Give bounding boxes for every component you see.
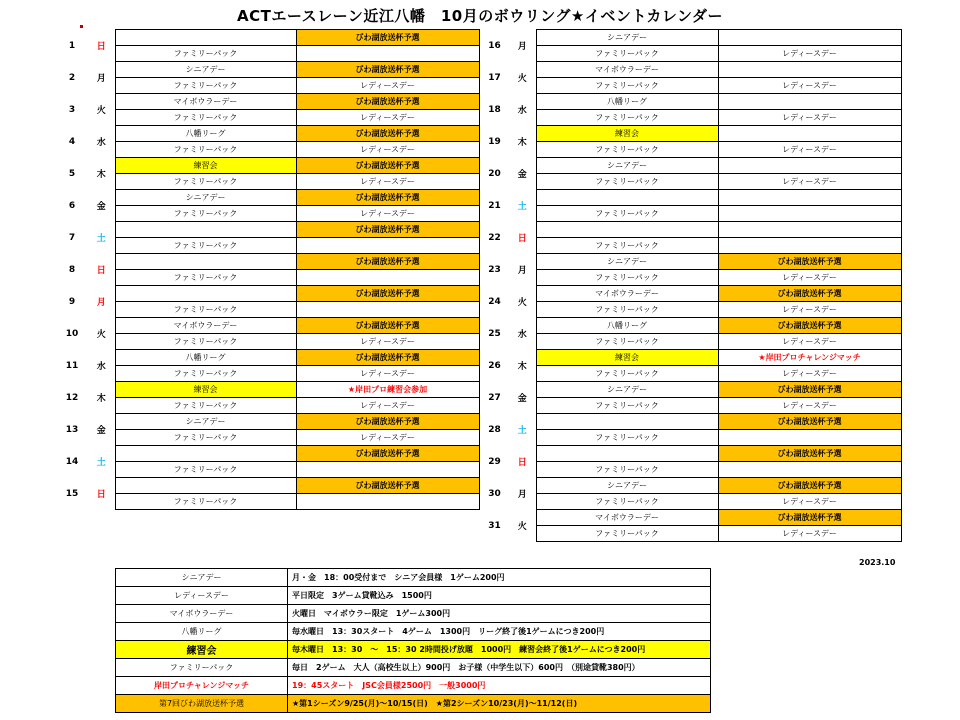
legend-name: 八幡リーグ xyxy=(116,623,288,641)
event-cell-right: びわ湖放送杯予選 xyxy=(718,318,901,334)
event-cell-left: ファミリーパック xyxy=(115,430,296,446)
day-number: 22 xyxy=(488,232,501,243)
calendar-row xyxy=(56,366,479,382)
event-cell-right: レディースデー xyxy=(718,302,901,318)
event-cell-right: レディースデー xyxy=(296,334,479,350)
day-of-week: 金 xyxy=(96,426,106,436)
event-cell-right xyxy=(718,238,901,254)
calendar-row xyxy=(56,334,479,350)
event-cell-right: びわ湖放送杯予選 xyxy=(718,510,901,526)
day-of-week: 月 xyxy=(517,490,527,500)
event-cell-right xyxy=(296,462,479,478)
event-cell-left: ファミリーパック xyxy=(536,398,718,414)
day-number: 23 xyxy=(488,264,501,275)
day-number: 20 xyxy=(488,168,501,179)
event-cell-right: びわ湖放送杯予選 xyxy=(296,30,479,46)
event-cell-right: びわ湖放送杯予選 xyxy=(296,318,479,334)
event-cell-left: シニアデー xyxy=(115,190,296,206)
day-number: 31 xyxy=(488,520,501,531)
event-cell-right: びわ湖放送杯予選 xyxy=(296,222,479,238)
event-cell-right: レディースデー xyxy=(718,142,901,158)
legend-name: 練習会 xyxy=(116,641,288,659)
event-cell-left: ファミリーパック xyxy=(536,110,718,126)
event-cell-left: 練習会 xyxy=(536,350,718,366)
day-of-week: 火 xyxy=(517,74,527,84)
event-cell-left xyxy=(536,414,718,430)
event-cell-left: ファミリーパック xyxy=(536,366,718,382)
calendar-row xyxy=(480,94,901,110)
event-cell-right xyxy=(296,46,479,62)
calendar-left xyxy=(56,29,480,510)
calendar-row xyxy=(480,494,901,510)
day-number: 6 xyxy=(68,200,76,211)
event-cell-right xyxy=(296,238,479,254)
calendar-row xyxy=(480,414,901,430)
legend-description: 毎水曜日 13：30スタート 4ゲーム 1300円 リーグ終了後1ゲームにつき200円 xyxy=(288,623,711,641)
event-cell-right: ★岸田プロチャレンジマッチ xyxy=(718,350,901,366)
day-of-week: 土 xyxy=(517,202,527,212)
day-number: 13 xyxy=(65,424,79,435)
calendar-row xyxy=(56,494,479,510)
day-number: 14 xyxy=(65,456,79,467)
calendar-row xyxy=(480,190,901,206)
event-cell-left: ファミリーパック xyxy=(536,430,718,446)
calendar-row xyxy=(480,350,901,366)
event-cell-left: ファミリーパック xyxy=(536,526,718,542)
event-cell-right xyxy=(718,430,901,446)
event-cell-right xyxy=(718,30,901,46)
event-cell-left: ファミリーパック xyxy=(536,206,718,222)
event-cell-left: シニアデー xyxy=(536,382,718,398)
event-cell-right: びわ湖放送杯予選 xyxy=(718,382,901,398)
calendar-row xyxy=(56,62,479,78)
day-of-week: 日 xyxy=(517,458,527,468)
event-cell-left xyxy=(115,30,296,46)
calendar-row xyxy=(480,398,901,414)
calendar-row xyxy=(480,302,901,318)
calendar-row xyxy=(56,126,479,142)
event-cell-right: びわ湖放送杯予選 xyxy=(718,254,901,270)
calendar-row xyxy=(56,94,479,110)
date-stamp: 2023.10 xyxy=(859,558,896,567)
event-cell-left: ファミリーパック xyxy=(115,78,296,94)
day-number: 1 xyxy=(68,40,76,51)
day-of-week: 金 xyxy=(517,170,527,180)
event-cell-left: 八幡リーグ xyxy=(115,350,296,366)
event-cell-left: ファミリーパック xyxy=(115,462,296,478)
legend-description: 平日限定 3ゲーム貸靴込み 1500円 xyxy=(288,587,711,605)
day-of-week: 月 xyxy=(517,266,527,276)
event-cell-left xyxy=(115,446,296,462)
event-cell-left: シニアデー xyxy=(536,158,718,174)
legend-name: ファミリーパック xyxy=(116,659,288,677)
event-cell-right: レディースデー xyxy=(718,78,901,94)
calendar-row xyxy=(480,174,901,190)
calendar-row xyxy=(56,190,479,206)
event-cell-right: びわ湖放送杯予選 xyxy=(296,62,479,78)
calendar-row xyxy=(480,270,901,286)
calendar-row xyxy=(56,398,479,414)
day-of-week: 火 xyxy=(96,330,106,340)
calendar-row xyxy=(480,510,901,526)
calendar-row xyxy=(56,254,479,270)
legend-description: 火曜日 マイボウラー限定 1ゲーム300円 xyxy=(288,605,711,623)
day-of-week: 月 xyxy=(517,42,527,52)
legend-row xyxy=(116,569,711,587)
calendar-row xyxy=(56,318,479,334)
event-cell-right: レディースデー xyxy=(296,110,479,126)
day-of-week: 木 xyxy=(517,362,527,372)
event-cell-right: びわ湖放送杯予選 xyxy=(296,286,479,302)
day-number: 9 xyxy=(68,296,76,307)
event-cell-left: ファミリーパック xyxy=(536,174,718,190)
event-cell-right: びわ湖放送杯予選 xyxy=(296,190,479,206)
calendar-row xyxy=(56,382,479,398)
day-of-week: 火 xyxy=(517,522,527,532)
event-cell-left: シニアデー xyxy=(536,30,718,46)
legend-name: 岸田プロチャレンジマッチ xyxy=(116,677,288,695)
event-cell-left: マイボウラーデー xyxy=(115,318,296,334)
calendar-row xyxy=(56,270,479,286)
calendar-row xyxy=(480,366,901,382)
calendar-row xyxy=(480,62,901,78)
event-cell-left: ファミリーパック xyxy=(536,270,718,286)
legend-description: 19：45スタート JSC会員様2500円 一般3000円 xyxy=(288,677,711,695)
calendar-row xyxy=(56,350,479,366)
calendar-row xyxy=(56,158,479,174)
calendar-row xyxy=(480,222,901,238)
event-cell-left: ファミリーパック xyxy=(115,110,296,126)
legend-row xyxy=(116,605,711,623)
calendar-row xyxy=(56,478,479,494)
event-cell-right: びわ湖放送杯予選 xyxy=(718,446,901,462)
event-cell-right xyxy=(718,126,901,142)
event-cell-right xyxy=(718,190,901,206)
event-cell-right: レディースデー xyxy=(718,366,901,382)
day-number: 11 xyxy=(65,360,79,371)
event-cell-left: シニアデー xyxy=(115,414,296,430)
event-cell-right: レディースデー xyxy=(296,174,479,190)
calendar-row xyxy=(480,142,901,158)
calendar-right xyxy=(480,29,902,542)
event-cell-right: レディースデー xyxy=(718,270,901,286)
event-cell-left: マイボウラーデー xyxy=(536,286,718,302)
event-cell-left xyxy=(536,190,718,206)
event-cell-right: びわ湖放送杯予選 xyxy=(296,350,479,366)
day-of-week: 水 xyxy=(517,106,527,116)
calendar-row xyxy=(480,30,901,46)
day-number: 7 xyxy=(68,232,76,243)
event-cell-left: 八幡リーグ xyxy=(115,126,296,142)
calendar-row xyxy=(480,110,901,126)
event-cell-right: びわ湖放送杯予選 xyxy=(296,446,479,462)
day-number: 10 xyxy=(65,328,79,339)
event-cell-left: シニアデー xyxy=(536,254,718,270)
calendar-row xyxy=(480,430,901,446)
event-cell-left: ファミリーパック xyxy=(536,238,718,254)
calendar-row xyxy=(56,46,479,62)
calendar-row xyxy=(480,286,901,302)
event-cell-right xyxy=(296,494,479,510)
calendar-row xyxy=(56,446,479,462)
event-cell-left: ファミリーパック xyxy=(115,270,296,286)
event-cell-right: びわ湖放送杯予選 xyxy=(296,254,479,270)
event-cell-left: ファミリーパック xyxy=(536,334,718,350)
day-of-week: 土 xyxy=(517,426,527,436)
day-number: 30 xyxy=(488,488,501,499)
legend-description: 毎木曜日 13：30 ～ 15：30 2時間投げ放題 1000円 練習会終了後1ゲームにつき200円 xyxy=(288,641,711,659)
day-of-week: 火 xyxy=(96,106,106,116)
calendar-row xyxy=(480,318,901,334)
event-cell-right: レディースデー xyxy=(296,430,479,446)
day-of-week: 金 xyxy=(96,202,106,212)
calendar-row xyxy=(480,238,901,254)
calendar-row xyxy=(480,46,901,62)
event-cell-left: シニアデー xyxy=(536,478,718,494)
event-cell-right xyxy=(718,222,901,238)
event-cell-left: ファミリーパック xyxy=(115,366,296,382)
event-cell-left: ファミリーパック xyxy=(115,238,296,254)
event-cell-right: レディースデー xyxy=(718,46,901,62)
event-cell-right: レディースデー xyxy=(718,526,901,542)
day-of-week: 日 xyxy=(96,266,106,276)
calendar-row xyxy=(56,222,479,238)
event-cell-right xyxy=(718,94,901,110)
event-cell-left xyxy=(536,446,718,462)
legend-name: シニアデー xyxy=(116,569,288,587)
day-number: 3 xyxy=(68,104,76,115)
event-cell-right xyxy=(718,206,901,222)
day-number: 16 xyxy=(488,40,501,51)
event-cell-right xyxy=(718,158,901,174)
calendar-row xyxy=(480,206,901,222)
day-of-week: 土 xyxy=(96,458,106,468)
day-of-week: 月 xyxy=(96,298,106,308)
calendar-row xyxy=(56,302,479,318)
calendar-row xyxy=(56,238,479,254)
event-cell-left: ファミリーパック xyxy=(536,142,718,158)
event-cell-left: 練習会 xyxy=(536,126,718,142)
event-cell-left: ファミリーパック xyxy=(115,174,296,190)
page-title: ACTエースレーン近江八幡 10月のボウリング★イベントカレンダー xyxy=(237,7,723,25)
event-cell-right: びわ湖放送杯予選 xyxy=(296,478,479,494)
day-number: 25 xyxy=(488,328,501,339)
event-cell-left xyxy=(536,222,718,238)
day-of-week: 木 xyxy=(96,170,106,180)
event-cell-left: ファミリーパック xyxy=(115,46,296,62)
calendar-row xyxy=(480,478,901,494)
event-cell-right: レディースデー xyxy=(296,366,479,382)
calendar-row xyxy=(56,414,479,430)
calendar-row xyxy=(480,334,901,350)
event-cell-right: びわ湖放送杯予選 xyxy=(296,94,479,110)
day-of-week: 土 xyxy=(96,234,106,244)
legend-description: ★第1シーズン9/25(月)～10/15(日) ★第2シーズン10/23(月)～11/12(日) xyxy=(288,695,711,713)
event-cell-right xyxy=(718,62,901,78)
legend-name: レディースデー xyxy=(116,587,288,605)
event-cell-left: 八幡リーグ xyxy=(536,318,718,334)
calendar-row xyxy=(56,462,479,478)
event-cell-left: ファミリーパック xyxy=(536,462,718,478)
calendar-row xyxy=(56,430,479,446)
legend-row xyxy=(116,659,711,677)
day-number: 27 xyxy=(488,392,501,403)
event-cell-left: 練習会 xyxy=(115,158,296,174)
day-of-week: 日 xyxy=(96,490,106,500)
event-cell-left: マイボウラーデー xyxy=(536,510,718,526)
calendar-row xyxy=(480,126,901,142)
day-number: 24 xyxy=(488,296,501,307)
calendar-row xyxy=(480,446,901,462)
event-cell-right xyxy=(718,462,901,478)
event-cell-right: レディースデー xyxy=(296,78,479,94)
day-of-week: 火 xyxy=(517,298,527,308)
day-of-week: 水 xyxy=(517,330,527,340)
day-number: 21 xyxy=(488,200,501,211)
event-cell-left: ファミリーパック xyxy=(536,46,718,62)
calendar-row xyxy=(56,206,479,222)
event-cell-right: びわ湖放送杯予選 xyxy=(296,158,479,174)
day-number: 29 xyxy=(488,456,501,467)
calendar-row xyxy=(56,30,479,46)
day-number: 5 xyxy=(68,168,76,179)
calendar-row xyxy=(56,78,479,94)
event-cell-right: レディースデー xyxy=(296,142,479,158)
day-number: 12 xyxy=(65,392,79,403)
calendar-row xyxy=(480,158,901,174)
day-number: 2 xyxy=(68,72,76,83)
day-number: 17 xyxy=(488,72,501,83)
legend-table xyxy=(115,568,711,713)
calendar-row xyxy=(56,174,479,190)
day-of-week: 月 xyxy=(96,74,106,84)
event-cell-left: マイボウラーデー xyxy=(536,62,718,78)
day-number: 19 xyxy=(488,136,501,147)
event-cell-left: ファミリーパック xyxy=(115,206,296,222)
event-cell-right: びわ湖放送杯予選 xyxy=(718,414,901,430)
legend-row xyxy=(116,677,711,695)
legend-row xyxy=(116,623,711,641)
event-cell-right: びわ湖放送杯予選 xyxy=(718,286,901,302)
calendar-row xyxy=(56,286,479,302)
calendar-row xyxy=(480,526,901,542)
event-cell-left: ファミリーパック xyxy=(115,494,296,510)
event-cell-right: レディースデー xyxy=(296,206,479,222)
event-cell-left: ファミリーパック xyxy=(115,142,296,158)
day-number: 8 xyxy=(68,264,76,275)
calendar-row xyxy=(56,142,479,158)
event-cell-right: レディースデー xyxy=(718,494,901,510)
event-cell-right: レディースデー xyxy=(718,174,901,190)
event-cell-right: レディースデー xyxy=(718,110,901,126)
event-cell-right: びわ湖放送杯予選 xyxy=(718,478,901,494)
day-of-week: 水 xyxy=(96,362,106,372)
legend-name: マイボウラーデー xyxy=(116,605,288,623)
day-number: 28 xyxy=(488,424,501,435)
event-cell-right: レディースデー xyxy=(718,398,901,414)
day-number: 4 xyxy=(68,136,76,147)
calendar-row xyxy=(56,110,479,126)
event-cell-left xyxy=(115,222,296,238)
legend-row xyxy=(116,641,711,659)
event-cell-left: 八幡リーグ xyxy=(536,94,718,110)
legend-row xyxy=(116,695,711,713)
event-cell-right: びわ湖放送杯予選 xyxy=(296,414,479,430)
legend-name: 第7回びわ湖放送杯予選 xyxy=(116,695,288,713)
event-cell-left: ファミリーパック xyxy=(536,302,718,318)
event-cell-left xyxy=(115,478,296,494)
event-cell-right: レディースデー xyxy=(718,334,901,350)
calendar-row xyxy=(480,78,901,94)
event-cell-left: ファミリーパック xyxy=(115,398,296,414)
event-cell-left: ファミリーパック xyxy=(536,494,718,510)
calendar-row xyxy=(480,462,901,478)
legend-row xyxy=(116,587,711,605)
event-cell-left: ファミリーパック xyxy=(536,78,718,94)
event-cell-left: ファミリーパック xyxy=(115,302,296,318)
day-number: 15 xyxy=(65,488,79,499)
event-cell-left: マイボウラーデー xyxy=(115,94,296,110)
event-cell-left xyxy=(115,286,296,302)
event-cell-left xyxy=(115,254,296,270)
day-of-week: 木 xyxy=(517,138,527,148)
calendar-row xyxy=(480,382,901,398)
legend-description: 毎日 2ゲーム 大人（高校生以上）900円 お子様（中学生以下）600円 （別途貸靴380円） xyxy=(288,659,711,677)
calendar-row xyxy=(480,254,901,270)
day-number: 26 xyxy=(488,360,501,371)
day-of-week: 日 xyxy=(517,234,527,244)
event-cell-right xyxy=(296,270,479,286)
day-of-week: 水 xyxy=(96,138,106,148)
event-cell-right: ★岸田プロ練習会参加 xyxy=(296,382,479,398)
day-number: 18 xyxy=(488,104,501,115)
day-of-week: 木 xyxy=(96,394,106,404)
event-cell-right: レディースデー xyxy=(296,398,479,414)
legend-description: 月・金 18：00受付まで シニア会員様 1ゲーム200円 xyxy=(288,569,711,587)
day-of-week: 金 xyxy=(517,394,527,404)
event-cell-left: ファミリーパック xyxy=(115,334,296,350)
event-cell-right xyxy=(296,302,479,318)
event-cell-left: シニアデー xyxy=(115,62,296,78)
day-of-week: 日 xyxy=(96,42,106,52)
event-cell-right: びわ湖放送杯予選 xyxy=(296,126,479,142)
event-cell-left: 練習会 xyxy=(115,382,296,398)
